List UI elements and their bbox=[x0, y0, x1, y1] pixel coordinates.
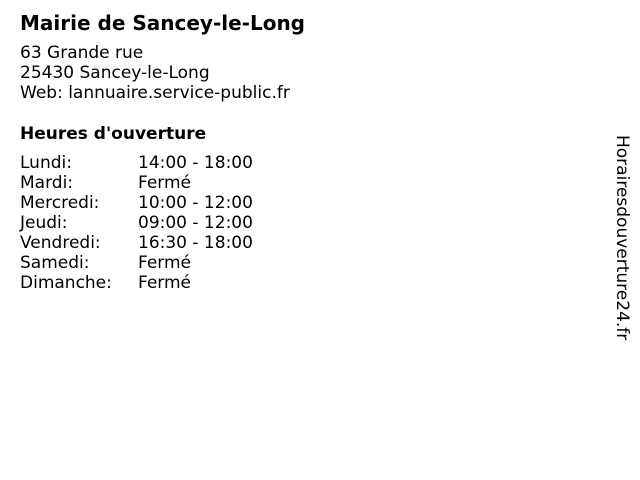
hours-row-jeudi bbox=[20, 213, 253, 233]
day-hours: Fermé bbox=[138, 273, 192, 293]
day-hours: 16:30 - 18:00 bbox=[138, 233, 253, 253]
hours-row-lundi bbox=[20, 153, 253, 173]
hours-row-vendredi bbox=[20, 233, 253, 253]
site-watermark: Horairesdouverture24.fr bbox=[612, 135, 632, 341]
day-hours: 14:00 - 18:00 bbox=[138, 153, 253, 173]
opening-hours-heading: Heures d'ouverture bbox=[20, 124, 207, 144]
opening-hours-table bbox=[20, 153, 253, 293]
day-hours: 09:00 - 12:00 bbox=[138, 213, 253, 233]
hours-row-samedi bbox=[20, 253, 253, 273]
day-hours: 10:00 - 12:00 bbox=[138, 193, 253, 213]
address-web: Web: lannuaire.service-public.fr bbox=[20, 83, 290, 103]
day-label: Vendredi: bbox=[20, 233, 101, 253]
day-label: Samedi: bbox=[20, 253, 90, 273]
address-block bbox=[20, 43, 290, 103]
day-label: Dimanche: bbox=[20, 273, 112, 293]
day-label: Mercredi: bbox=[20, 193, 100, 213]
hours-row-mardi bbox=[20, 173, 253, 193]
day-label: Jeudi: bbox=[20, 213, 68, 233]
hours-row-dimanche bbox=[20, 273, 253, 293]
page-title: Mairie de Sancey-le-Long bbox=[20, 11, 305, 35]
day-label: Mardi: bbox=[20, 173, 74, 193]
day-label: Lundi: bbox=[20, 153, 72, 173]
address-street: 63 Grande rue bbox=[20, 43, 144, 63]
address-city: 25430 Sancey-le-Long bbox=[20, 63, 210, 83]
day-hours: Fermé bbox=[138, 253, 192, 273]
hours-row-mercredi bbox=[20, 193, 253, 213]
day-hours: Fermé bbox=[138, 173, 192, 193]
